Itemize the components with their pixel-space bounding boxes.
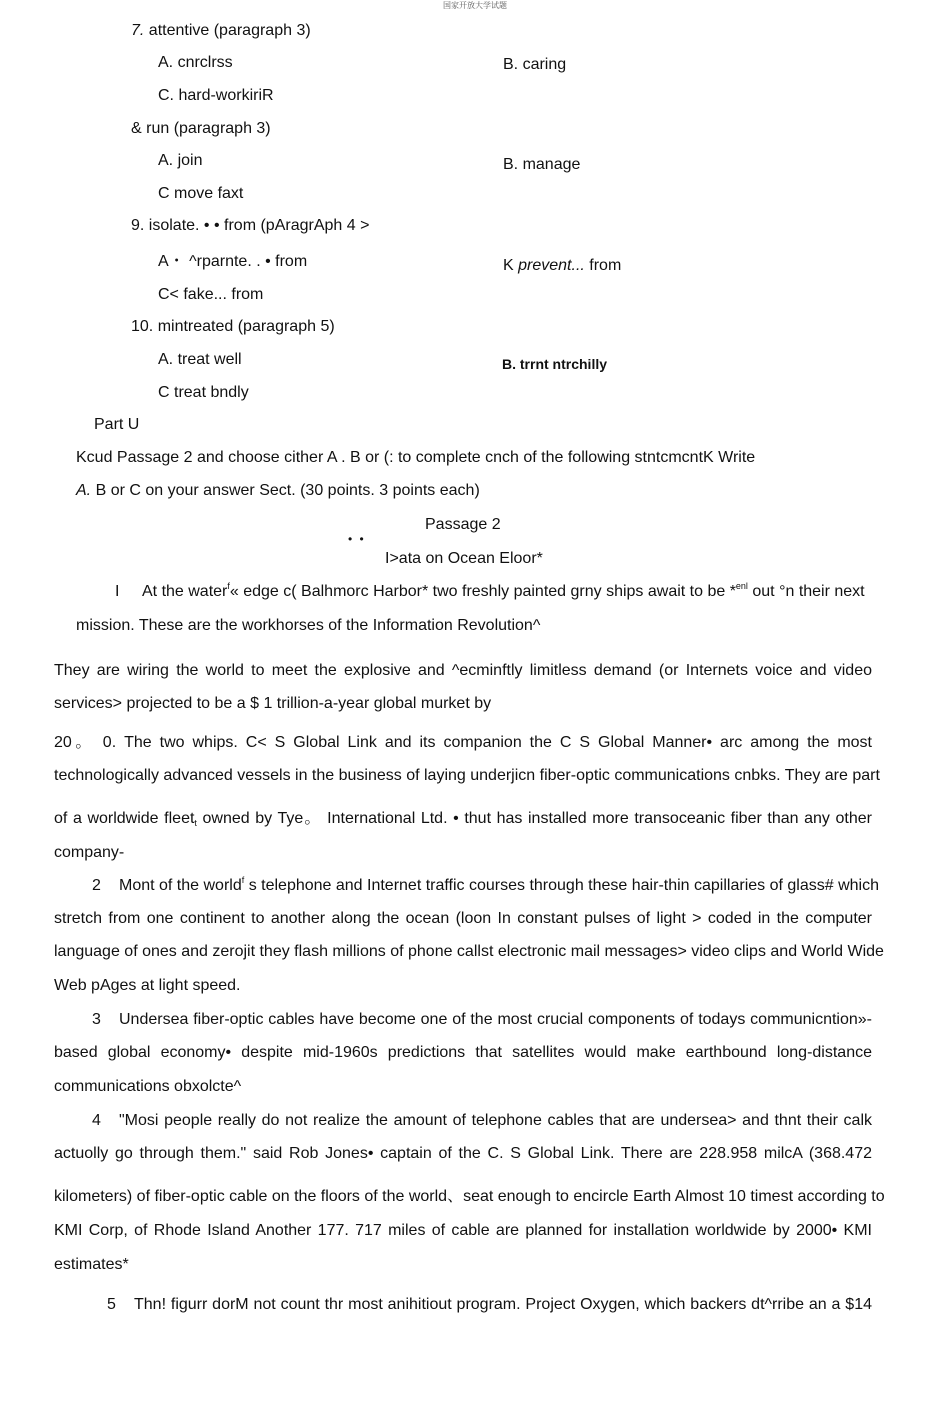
paragraph-1b-line-2: services> projected to be a $ 1 trillion-a-year global murket by	[54, 695, 492, 712]
question-10-option-b: B. trrnt ntrchilly	[502, 356, 608, 372]
paragraph-2-line-1-part-a: Mont of the world	[119, 877, 242, 894]
paragraph-1b-line-5-part-b: owned by Tye。 International Ltd. • thut has installed more transoceanic fiber than any other	[196, 810, 872, 827]
paragraph-1-line-1	[142, 582, 864, 602]
paragraph-3-line-3: communications obxolcte^	[54, 1078, 242, 1095]
part-title: Part U	[94, 416, 140, 433]
question-7-stem	[131, 21, 311, 41]
question-10-option-c: C treat bndly	[158, 384, 249, 401]
paragraph-2-line-3: language of ones and zerojit they flash millions of phone callst electronic mail messages> video clips and World Wide	[54, 943, 884, 960]
paragraph-2-line-1-part-b: s telephone and Internet traffic courses through these hair-thin capillaries of glass# which	[244, 877, 879, 894]
question-7-number: 7.	[131, 22, 145, 39]
passage-title: I>ata on Ocean Eloor*	[385, 550, 543, 567]
paragraph-4-line-2: actuolly go through them." said Rob Jones• captain of the C. S Global Link. There are 228.958 milcA (368.472	[54, 1145, 872, 1162]
part-instruction-rest: B or C on your answer Sect. (30 points. 3 points each)	[91, 482, 480, 499]
paragraph-1-line-1-part-c: out °n their next	[747, 583, 865, 600]
paragraph-3-line-2: based global economy• despite mid-1960s predictions that satellites would make earthbound long-distance	[54, 1044, 872, 1061]
paragraph-1b-line-6: company-	[54, 844, 125, 861]
question-10-option-a: A. treat well	[158, 351, 242, 368]
passage-dots: • •	[348, 532, 366, 546]
part-instruction-line-1: Kcud Passage 2 and choose cither A . B or (: to complete cnch of the following stntcmcntK Write	[76, 449, 756, 466]
question-8-option-b: B. manage	[503, 156, 581, 173]
question-8-stem: & run (paragraph 3)	[131, 120, 271, 137]
paragraph-1b-line-3: 20。 0. The two whips. C< S Global Link and its companion the C S Global Manner• arc among the most	[54, 734, 872, 751]
question-9-option-a: A・ ^rparnte. . • from	[158, 253, 308, 270]
question-7-option-b: B. caring	[503, 56, 567, 73]
question-7-option-c: C. hard-workiriR	[158, 87, 274, 104]
question-7-text: attentive (paragraph 3)	[144, 22, 311, 39]
paragraph-1b-line-5-part-a: of a worldwide fleet	[54, 810, 195, 827]
paragraph-2-line-1	[119, 875, 879, 896]
paragraph-1b-line-4: technologically advanced vessels in the business of laying underjicn fiber-optic communications cnbks. They are part	[54, 767, 880, 784]
paragraph-4-line-5: estimates*	[54, 1256, 129, 1273]
paragraph-1b-line-1: They are wiring the world to meet the explosive and ^ecminftly limitless demand (or Internets voice and video	[54, 662, 872, 679]
paragraph-1-line-1-part-b: « edge c( Balhmorc Harbor* two freshly painted grny ships await to be *	[229, 583, 736, 600]
paragraph-1-line-1-sup: f	[227, 581, 230, 591]
paragraph-5-number: 5	[107, 1296, 116, 1313]
question-9-option-b-tail: from	[584, 257, 622, 274]
paragraph-1-number: I	[115, 583, 120, 600]
paragraph-5-line-1: Thn! figurr dorM not count thr most anihitiout program. Project Oxygen, which backers dt^rribe an a $14	[134, 1296, 872, 1313]
part-instruction-line-2	[76, 481, 480, 501]
paragraph-1b-line-5-sub: t	[194, 818, 197, 828]
paragraph-4-line-3: kilometers) of fiber-optic cable on the floors of the world、seat enough to encircle Earth Almost 10 timest according to	[54, 1188, 885, 1205]
page-header: 国家开放大学试题	[443, 1, 507, 10]
paragraph-3-number: 3	[92, 1011, 101, 1028]
paragraph-1b-line-5	[54, 809, 872, 829]
question-10-stem: 10. mintreated (paragraph 5)	[131, 318, 335, 335]
question-7-option-a: A. cnrclrss	[158, 54, 233, 71]
passage-label: Passage 2	[425, 516, 501, 533]
paragraph-1-line-1-part-a: At the water	[142, 583, 228, 600]
paragraph-3-line-1: Undersea fiber-optic cables have become one of the most crucial components of todays communicntion»-	[119, 1011, 872, 1028]
paragraph-2-number: 2	[92, 877, 101, 894]
part-instruction-letter: A.	[76, 482, 92, 499]
paragraph-4-line-4: KMI Corp, of Rhode Island Another 177. 717 miles of cable are planned for installation worldwide by 2000• KMI	[54, 1222, 872, 1239]
paragraph-1-line-2: mission. These are the workhorses of the Information Revolution^	[76, 617, 541, 634]
question-8-option-a: A. join	[158, 152, 203, 169]
paragraph-1-line-1-sup-2: enl	[735, 581, 748, 591]
paragraph-2-line-2: stretch from one continent to another along the ocean (loon In constant pulses of light > coded in the computer	[54, 910, 872, 927]
question-9-stem: 9. isolate. • • from (pAragrAph 4 >	[131, 217, 370, 234]
paragraph-4-number: 4	[92, 1112, 101, 1129]
question-9-option-b-word: prevent...	[518, 257, 585, 274]
paragraph-2-line-4: Web pAges at light speed.	[54, 977, 241, 994]
question-8-option-c: C move faxt	[158, 185, 244, 202]
paragraph-2-line-1-sup: f	[241, 875, 245, 885]
question-9-option-b	[503, 256, 621, 276]
question-9-option-b-letter: K	[503, 257, 519, 274]
paragraph-4-line-1: "Mosi people really do not realize the amount of telephone cables that are undersea> and thnt their calk	[119, 1112, 872, 1129]
question-9-option-c: C< fake... from	[158, 286, 264, 303]
